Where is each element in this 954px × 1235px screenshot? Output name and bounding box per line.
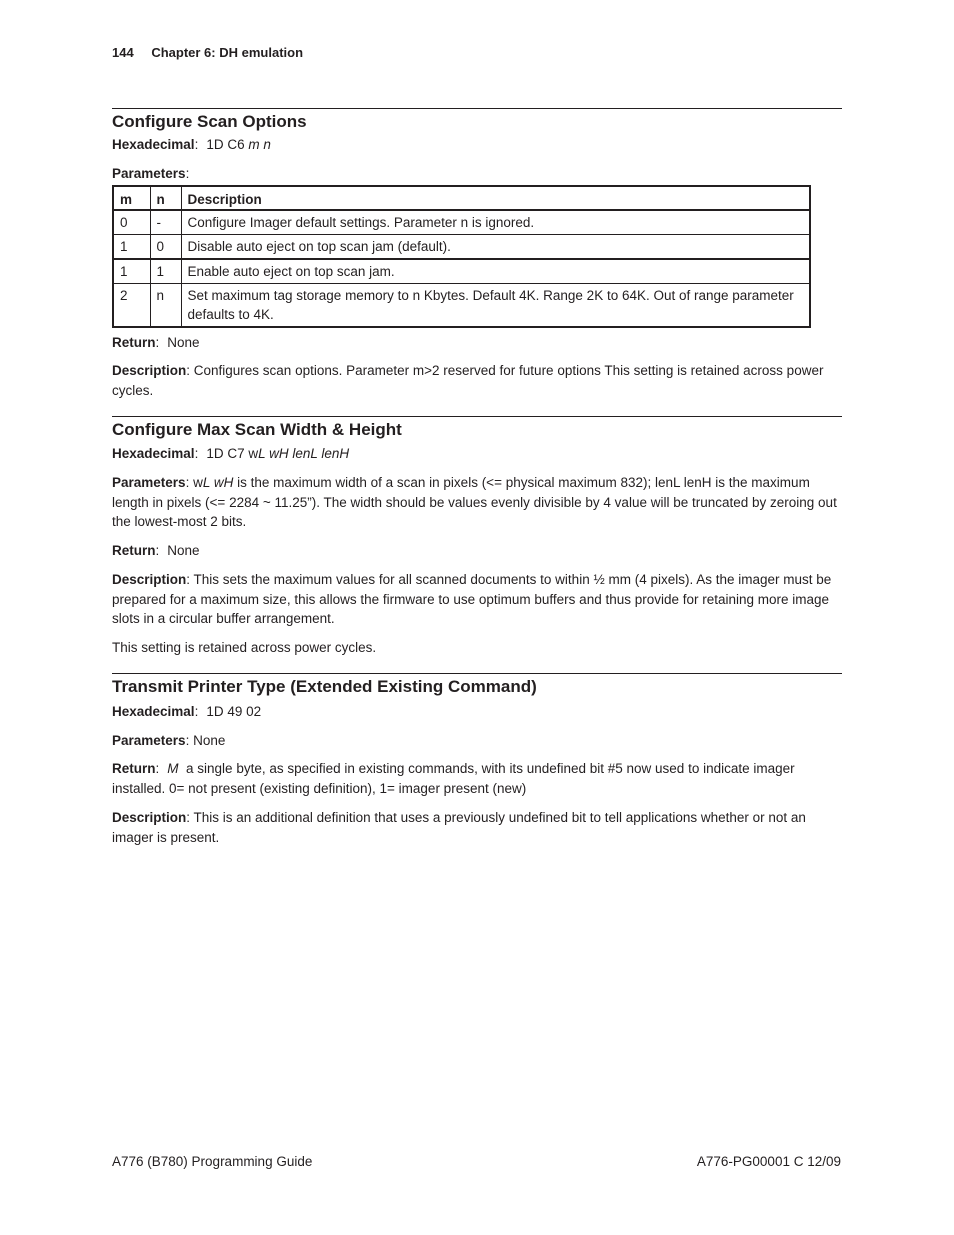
parameters-line [112,731,842,751]
description-line [112,808,842,847]
chapter-title: Chapter 6: DH emulation [151,45,304,60]
parameters-prefix: : w [185,475,203,490]
return-line: Return: None [112,543,200,558]
table-cell: 1 [150,259,181,284]
table-header: Description [181,186,810,210]
parameters-label: Parameters [112,166,186,181]
hex-value: 1D C7 w [206,446,259,461]
table-cell: 0 [150,235,181,260]
table-cell: Enable auto eject on top scan jam. [181,259,810,284]
hex-args: L wH lenL lenH [258,446,350,461]
running-head [112,45,303,60]
retention-note: This setting is retained across power cycles. [112,640,377,655]
description-label: Description [112,363,187,378]
hex-line: Hexadecimal: 1D C6 m n [112,137,271,152]
parameters-text: is the maximum width of a scan in pixels (<= physical maximum 832); lenL lenH is the maximum length in pixels (<= 2284 ~ 11.25”). The width should be values evenly divisible by 4 value will be truncated by zeroing out the lowest-most 2 bits. [112,475,837,529]
table-cell: - [150,210,181,235]
table-cell: 1 [113,235,150,260]
description-line [112,361,842,400]
description-label: Description [112,810,187,825]
section-divider [112,673,842,674]
section-title: Configure Max Scan Width & Height [112,420,402,439]
hex-label: Hexadecimal [112,704,195,719]
table-cell: 2 [113,284,150,328]
parameters-args: L wH [202,475,234,490]
table-row [113,259,810,284]
section-title: Configure Scan Options [112,112,307,131]
return-line: Return: M a single byte, as specified in existing commands, with its undefined bit #5 now used to indicate imager installed. 0= not present (existing definition), 1= imager present (new) [112,761,795,796]
section-configure-scan-options [112,108,842,133]
return-line: Return: None [112,335,200,350]
return-text: a single byte, as specified in existing commands, with its undefined bit #5 now used to indicate imager installed. 0= not present (existing definition), 1= imager present (new) [112,761,795,796]
parameters-label: Parameters [112,733,186,748]
description-text: : This is an additional definition that uses a previously undefined bit to tell applications whether or not an imager is present. [112,810,806,845]
hex-line: Hexadecimal: 1D 49 02 [112,704,262,719]
description-line [112,570,842,629]
table-cell: 1 [113,259,150,284]
parameters-line: Parameters: [112,166,190,181]
table-row [113,235,810,260]
return-label: Return [112,761,156,776]
hex-value: 1D C6 [206,137,249,152]
hex-value: 1D 49 02 [206,704,262,719]
hex-args: m n [248,137,271,152]
table-cell: Disable auto eject on top scan jam (default). [181,235,810,260]
table-cell: Set maximum tag storage memory to n Kbytes. Default 4K. Range 2K to 64K. Out of range parameter defaults to 4K. [181,284,810,328]
table-header: n [150,186,181,210]
hex-line: Hexadecimal: 1D C7 wL wH lenL lenH [112,446,350,461]
parameters-table [112,185,811,328]
hex-label: Hexadecimal [112,446,195,461]
section-transmit-printer-type [112,673,842,698]
table-row [113,210,810,235]
table-cell: Configure Imager default settings. Parameter n is ignored. [181,210,810,235]
section-divider [112,416,842,417]
return-label: Return [112,543,156,558]
hex-label: Hexadecimal [112,137,195,152]
table-header: m [113,186,150,210]
section-configure-max-scan [112,416,842,441]
description-text: : Configures scan options. Parameter m>2 reserved for future options This setting is retained across power cycles. [112,363,824,398]
return-value: None [167,543,200,558]
table-row [113,284,810,328]
table-cell: n [150,284,181,328]
table-header-row [113,186,810,210]
footer-guide-title: A776 (B780) Programming Guide [112,1154,313,1169]
parameters-value: : None [185,733,226,748]
return-label: Return [112,335,156,350]
table-cell: 0 [113,210,150,235]
section-title: Transmit Printer Type (Extended Existing Command) [112,677,537,696]
parameters-label: Parameters [112,475,186,490]
footer-doc-number: A776-PG00001 C 12/09 [696,1154,841,1169]
page-number: 144 [112,45,134,60]
description-label: Description [112,572,187,587]
section-divider [112,108,842,109]
parameters-line [112,473,842,532]
description-text: : This sets the maximum values for all scanned documents to within ½ mm (4 pixels). As the imager must be prepared for a maximum size, this allows the firmware to use optimum buffers and thus provide for retaining more image slots in a circular buffer arrangement. [112,572,832,626]
return-arg: M [167,761,179,776]
return-value: None [167,335,200,350]
